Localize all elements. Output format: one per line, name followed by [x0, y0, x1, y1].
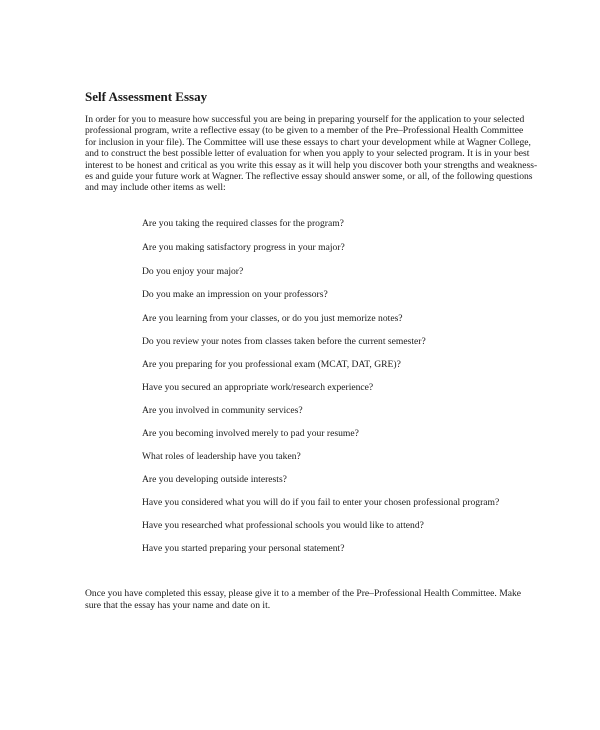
question-item: Are you learning from your classes, or do you just memorize notes? — [142, 313, 403, 324]
question-item: Do you review your notes from classes taken before the current semester? — [142, 336, 426, 347]
question-item: Have you started preparing your personal statement? — [142, 543, 345, 554]
intro-line: for inclusion in your file). The Committee will use these essays to chart your development while at Wagner College, — [85, 136, 531, 148]
intro-line: interest to be honest and critical as you write this essay as it will help you discover both your strengths and weakness- — [85, 159, 538, 171]
question-item: Are you taking the required classes for the program? — [142, 218, 344, 229]
question-item: Have you researched what professional schools you would like to attend? — [142, 520, 424, 531]
question-item: Are you preparing for you professional exam (MCAT, DAT, GRE)? — [142, 359, 401, 370]
question-item: Do you enjoy your major? — [142, 266, 244, 277]
question-item: Have you secured an appropriate work/research experience? — [142, 382, 374, 393]
question-item: What roles of leadership have you taken? — [142, 451, 301, 462]
closing-paragraph — [85, 588, 525, 612]
closing-line: Once you have completed this essay, please give it to a member of the Pre–Professional Health Committee. Make — [85, 588, 522, 599]
closing-line: sure that the essay has your name and date on it. — [85, 600, 271, 611]
intro-line: es and guide your future work at Wagner. The reflective essay should answer some, or all, of the following questions — [85, 171, 533, 183]
intro-paragraph — [85, 114, 538, 194]
question-item: Are you involved in community services? — [142, 405, 303, 416]
intro-line: and to construct the best possible letter of evaluation for when you apply to your selected program. It is in your best — [85, 148, 530, 160]
intro-line: professional program, write a reflective essay (to be given to a member of the Pre–Professional Health Committee — [85, 125, 524, 137]
document-title: Self Assessment Essay — [85, 89, 208, 104]
question-item: Have you considered what you will do if you fail to enter your chosen professional program? — [142, 497, 500, 508]
question-item: Are you making satisfactory progress in your major? — [142, 242, 345, 253]
intro-line: In order for you to measure how successful you are being in preparing yourself for the application to your selected — [85, 114, 525, 125]
question-item: Do you make an impression on your professors? — [142, 289, 328, 300]
question-item: Are you developing outside interests? — [142, 474, 287, 485]
question-item: Are you becoming involved merely to pad your resume? — [142, 428, 359, 439]
intro-line: and may include other items as well: — [85, 182, 226, 194]
